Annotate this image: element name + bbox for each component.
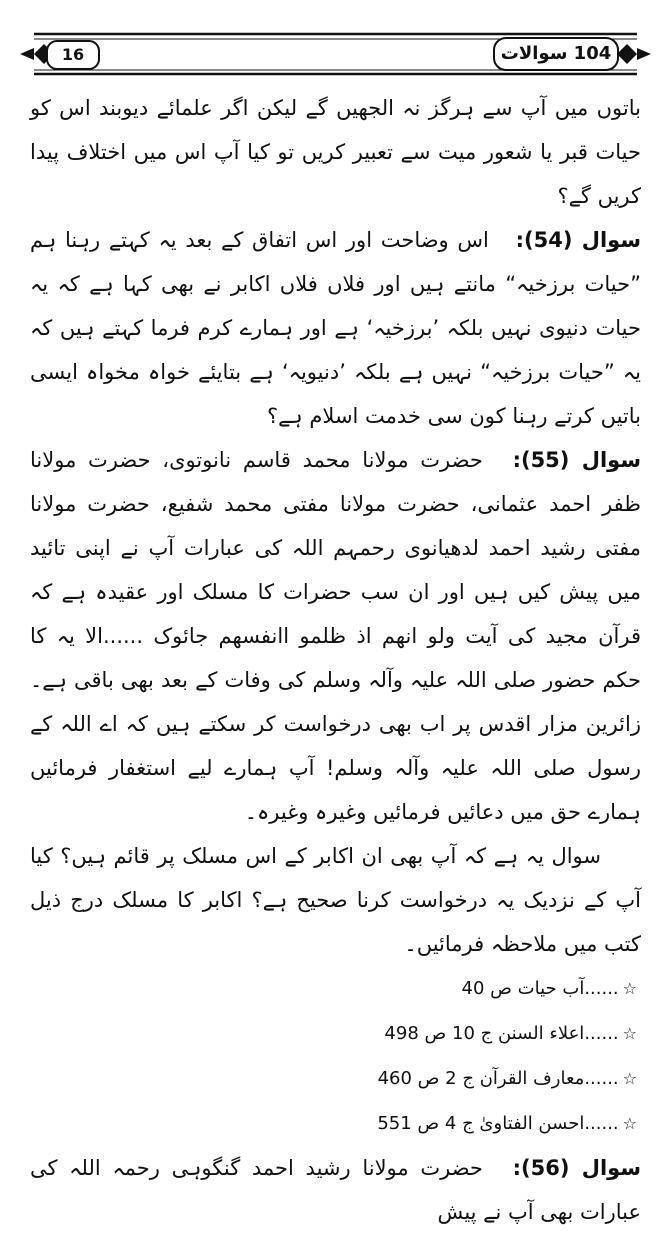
question-text: اس وضاحت اور اس اتفاق کے بعد یہ کہتے رہنا ہم ”حیات برزخیہ“ مانتے ہیں اور فلاں فلاں اکابر نے بھی کہا ہے کہ یہ حیات دنیوی نہیں بلکہ ’برزخیہ‘ ہے اور ہمارے کرم فرما کہتے ہیں کہ یہ ”حیات برزخیہ“ نہیں ہے بلکہ ’دنیویہ‘ ہے بتایئے خواہ مخواہ ایسی باتیں کرتے رہنا کون سی خدمت اسلام ہے؟ [30, 228, 641, 428]
reference-item [30, 1056, 641, 1101]
question-55 [30, 438, 641, 834]
reference-text: ......اعلاء السنن ج 10 ص 498 [384, 1023, 619, 1044]
reference-item [30, 966, 641, 1011]
reference-text: ......احسن الفتاویٰ ج 4 ص 551 [377, 1113, 619, 1134]
paragraph-1 [30, 86, 641, 218]
star-icon: ☆ [622, 1069, 637, 1088]
page-body [30, 86, 641, 1234]
page-number: 16 [61, 45, 85, 64]
question-label: سوال (55): [512, 448, 641, 472]
question-54 [30, 218, 641, 438]
star-icon: ☆ [622, 1024, 637, 1043]
question-text: حضرت مولانا رشید احمد گنگوہی رحمہ اللہ کی عبارات بھی آپ نے پیش [30, 1156, 641, 1224]
question-label: سوال (54): [515, 228, 641, 252]
question-label: سوال (56): [512, 1156, 641, 1180]
reference-item [30, 1101, 641, 1146]
reference-item [30, 1011, 641, 1056]
paragraph-text: باتوں میں آپ سے ہرگز نہ الجھیں گے لیکن اگر علمائے دیوبند اس کو حیات قبر یا شعور میت سے تعبیر کریں تو کیا آپ اس میں اختلاف پیدا کریں گے؟ [30, 96, 641, 208]
reference-text: ......آب حیات ص 40 [461, 978, 619, 999]
star-icon: ☆ [622, 979, 637, 998]
book-title: 104 سوالات [500, 43, 612, 64]
star-icon: ☆ [622, 1114, 637, 1133]
question-text: حضرت مولانا محمد قاسم نانوتوی، حضرت مولانا ظفر احمد عثمانی، حضرت مولانا مفتی محمد شفیع، حضرت مولانا مفتی رشید احمد لدھیانوی رحمہم اللہ کی عبارات آپ نے اپنی تائید میں پیش کیں ہیں اور ان سب حضرات کا مسلک اور عقیدہ ہے کہ قرآن مجید کی آیت ولو انھم اذ ظلمو اانفسھم جائوک ......الا یہ کا حکم حضور صلی اللہ علیہ وآلہ وسلم کی وفات کے بعد بھی باقی ہے۔ زائرین مزار اقدس پر اب بھی درخواست کر سکتے ہیں کہ اے اللہ کے رسول صلی اللہ علیہ وآلہ وسلم! آپ ہمارے لیے استغفار فرمائیں ہمارے حق میں دعائیں فرمائیں وغیرہ وغیرہ۔ [30, 448, 641, 824]
page-header [0, 26, 671, 82]
question-56 [30, 1146, 641, 1234]
paragraph-text: سوال یہ ہے کہ آپ بھی ان اکابر کے اس مسلک پر قائم ہیں؟ کیا آپ کے نزدیک یہ درخواست کرنا صحیح ہے؟ اکابر کا مسلک درج ذیل کتب میں ملاحظہ فرمائیں۔ [30, 844, 641, 956]
paragraph-4 [30, 834, 641, 966]
reference-text: ......معارف القرآن ج 2 ص 460 [377, 1068, 619, 1089]
